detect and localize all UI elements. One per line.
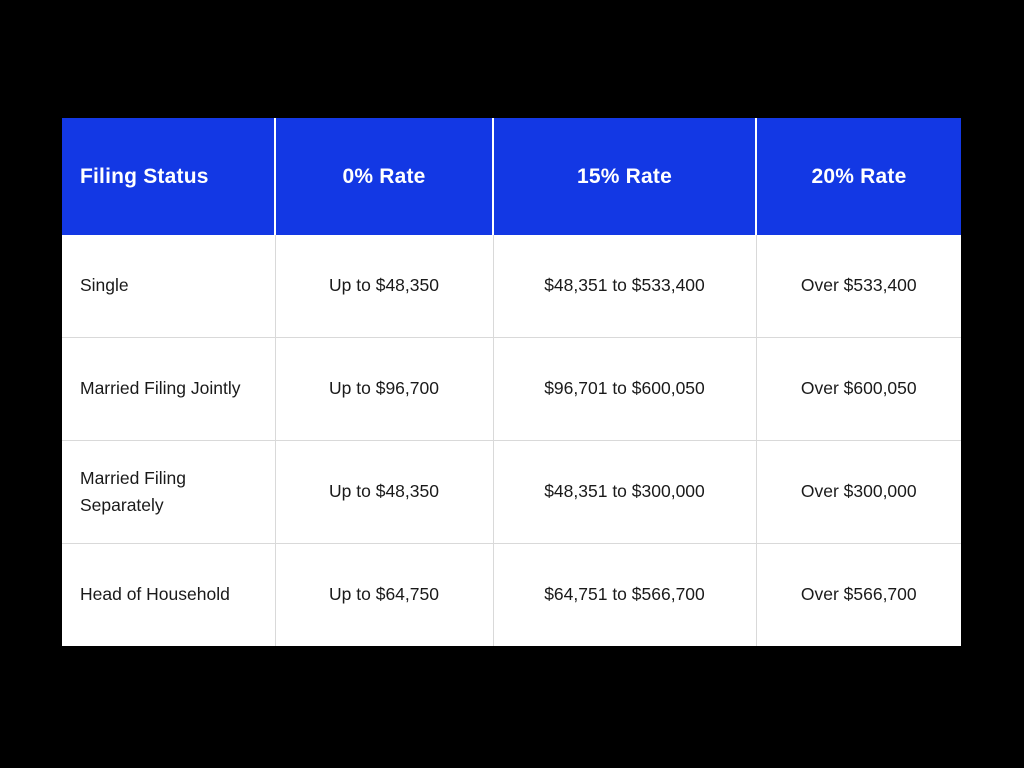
cell-filing-status: Married Filing Separately [62, 441, 275, 544]
cell-rate-15: $64,751 to $566,700 [493, 544, 756, 647]
table-row [62, 235, 961, 338]
table-header [62, 118, 961, 235]
capital-gains-rate-table [62, 118, 961, 646]
cell-rate-15: $48,351 to $533,400 [493, 235, 756, 338]
cell-rate-0: Up to $96,700 [275, 338, 493, 441]
cell-filing-status: Head of Household [62, 544, 275, 647]
table-row [62, 441, 961, 544]
cell-rate-0: Up to $48,350 [275, 441, 493, 544]
cell-rate-15: $96,701 to $600,050 [493, 338, 756, 441]
column-header-rate-0: 0% Rate [275, 118, 493, 235]
capital-gains-rate-table-container [62, 118, 961, 646]
column-header-rate-20: 20% Rate [756, 118, 961, 235]
cell-rate-0: Up to $48,350 [275, 235, 493, 338]
table-body [62, 235, 961, 646]
table-row [62, 338, 961, 441]
column-header-filing-status: Filing Status [62, 118, 275, 235]
cell-rate-20: Over $600,050 [756, 338, 961, 441]
cell-rate-20: Over $300,000 [756, 441, 961, 544]
cell-rate-15: $48,351 to $300,000 [493, 441, 756, 544]
table-header-row [62, 118, 961, 235]
cell-rate-0: Up to $64,750 [275, 544, 493, 647]
cell-filing-status: Married Filing Jointly [62, 338, 275, 441]
column-header-rate-15: 15% Rate [493, 118, 756, 235]
cell-rate-20: Over $533,400 [756, 235, 961, 338]
cell-filing-status: Single [62, 235, 275, 338]
cell-rate-20: Over $566,700 [756, 544, 961, 647]
table-row [62, 544, 961, 647]
